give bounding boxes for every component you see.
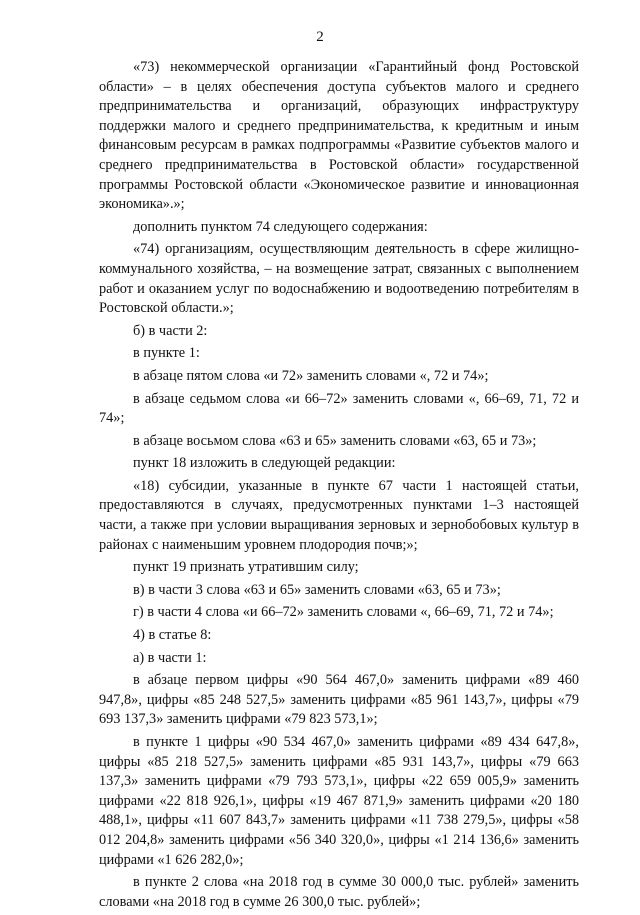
page-number: 2	[316, 29, 324, 45]
paragraph-item-74: «74) организациям, осуществляющим деятельность в сфере жилищно-коммунального хозяйства, – на возмещение затрат, связанных с выполнением работ и оказанием услуг по водоснабжению и водоотведению потребителям в Ростовской области.»;	[99, 241, 579, 317]
paragraph-part-3: в) в части 3 слова «63 и 65» заменить словами «63, 65 и 73»;	[133, 581, 501, 598]
paragraph-abzac-1-figures: в абзаце первом цифры «90 564 467,0» заменить цифрами «89 460 947,8», цифры «85 248 527,5» заменить цифрами «85 961 143,7», цифры «79 693 137,3» заменить цифрами «79 823 573,1»;	[99, 672, 579, 728]
paragraph-item-73: «73) некоммерческой организации «Гарантийный фонд Ростовской области» – в целях обеспечения доступа субъектов малого и среднего предпринимательства и организаций, образующих инфраструктуру поддержки малого и среднего предпринимательства, к кредитным и иным финансовым ресурсам в рамках подпрограммы «Развитие субъектов малого и среднего предпринимательства в Ростовской области» государственной программы Ростовской области «Экономическое развитие и инновационная экономика».»;	[99, 59, 579, 213]
paragraph-part-4: г) в части 4 слова «и 66–72» заменить словами «, 66–69, 71, 72 и 74»;	[133, 604, 554, 621]
paragraph-article-8: 4) в статье 8:	[133, 627, 212, 644]
paragraph-add-item-74: дополнить пунктом 74 следующего содержания:	[133, 218, 428, 235]
paragraph-point-2-words: в пункте 2 слова «на 2018 год в сумме 30 000,0 тыс. рублей» заменить словами «на 2018 год в сумме 26 300,0 тыс. рублей»;	[99, 874, 579, 910]
document-body	[99, 58, 579, 915]
paragraph-abzac-8: в абзаце восьмом слова «63 и 65» заменить словами «63, 65 и 73»;	[133, 432, 537, 449]
paragraph-point-18-intro: пункт 18 изложить в следующей редакции:	[133, 455, 396, 472]
paragraph-point-1-figures: в пункте 1 цифры «90 534 467,0» заменить цифрами «89 434 647,8», цифры «85 218 527,5» заменить цифрами «85 931 143,7», цифры «79 663 137,3» заменить цифрами «79 793 573,1», цифры «22 659 005,9» заменить цифрами «22 818 926,1», цифры «19 467 871,9» заменить цифрами «20 180 488,1», цифры «11 607 843,7» заменить цифрами «11 738 279,5», цифры «58 012 204,8» заменить цифрами «56 340 320,0», цифры «1 214 136,6» заменить цифрами «1 626 282,0»;	[99, 734, 579, 868]
paragraph-part-2: б) в части 2:	[133, 322, 208, 339]
paragraph-abzac-7: в абзаце седьмом слова «и 66–72» заменить словами «, 66–69, 71, 72 и 74»;	[99, 390, 579, 427]
paragraph-point-1: в пункте 1:	[133, 345, 200, 362]
paragraph-point-18-text: «18) субсидии, указанные в пункте 67 части 1 настоящей статьи, предоставляются в случаях, предусмотренных пунктами 1–3 настоящей части, а также при условии выращивания зерновых и зернобобовых культур в районах с наименьшим уровнем плодородия почв;»;	[99, 477, 579, 553]
paragraph-point-19: пункт 19 признать утратившим силу;	[133, 559, 359, 576]
paragraph-article-8-part-1: а) в части 1:	[133, 649, 207, 666]
paragraph-abzac-5: в абзаце пятом слова «и 72» заменить словами «, 72 и 74»;	[133, 367, 489, 384]
